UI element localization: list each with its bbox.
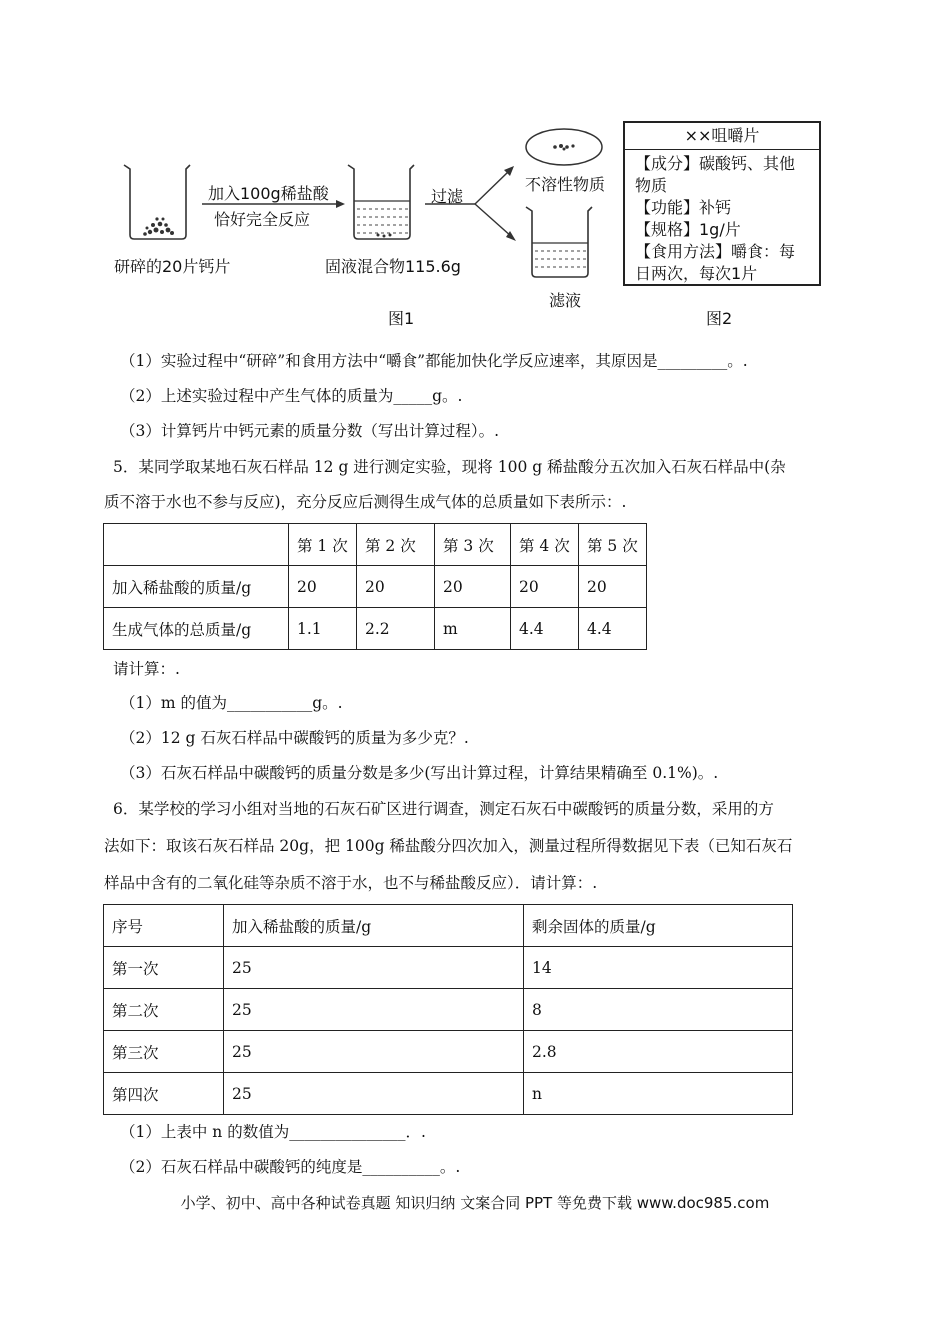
label-add-acid: 加入100g稀盐酸 [208,184,329,203]
table-cell: 20 [357,566,435,608]
table-row [104,566,647,608]
card-line: 【规格】1g/片 [635,220,741,239]
table-row [104,947,793,989]
table-cell: 第 5 次 [579,524,647,566]
table-cell: 25 [224,947,524,989]
figure-2-caption: 图2 [706,309,733,328]
label-mixture: 固液混合物115.6g [325,257,461,276]
card-divider [625,149,819,150]
table-cell: 25 [224,989,524,1031]
q5-stem-line-2: 质不溶于水也不参与反应)，充分反应后测得生成气体的总质量如下表所示：. [104,493,627,511]
table-cell: 加入稀盐酸的质量/g [104,566,289,608]
table-cell: 生成气体的总质量/g [104,608,289,650]
q6-part-2: （2）石灰石样品中碳酸钙的纯度是__________。. [120,1158,461,1176]
product-label-card [623,121,821,286]
beaker-mixture [348,165,414,239]
table-row [104,524,647,566]
table-cell: m [435,608,511,650]
table-cell: 8 [524,989,793,1031]
table-cell: 4.4 [579,608,647,650]
label-filtrate: 滤液 [549,291,582,310]
table-cell: 第三次 [104,1031,224,1073]
label-complete-reaction: 恰好完全反应 [214,210,311,229]
table-cell: 第二次 [104,989,224,1031]
table-cell: 2.8 [524,1031,793,1073]
table-cell: 20 [579,566,647,608]
table-cell: 第 3 次 [435,524,511,566]
q6-stem-line-3: 样品中含有的二氧化硅等杂质不溶于水，也不与稀盐酸反应）．请计算：. [104,874,598,892]
beaker-filtrate [526,207,592,277]
q5-part-1: （1）m 的值为___________g。. [120,694,343,712]
table-cell: 第 1 次 [289,524,357,566]
table-cell: 剩余固体的质量/g [524,905,793,947]
table-cell: 20 [511,566,579,608]
table-row [104,905,793,947]
q6-stem-line-1: 6．某学校的学习小组对当地的石灰石矿区进行调查，测定石灰石中碳酸钙的质量分数，采用的方 [113,800,774,818]
table-cell: 加入稀盐酸的质量/g [224,905,524,947]
table-cell: n [524,1073,793,1115]
card-line: 【成分】碳酸钙、其他 [635,154,796,173]
table-cell: 20 [435,566,511,608]
table-row [104,1031,793,1073]
card-line: 日两次，每次1片 [635,264,758,283]
card-line: 【食用方法】嚼食：每 [635,242,796,261]
card-line: 【功能】补钙 [635,198,732,217]
q5-table [103,523,647,650]
q4-part-3: （3）计算钙片中钙元素的质量分数（写出计算过程）。. [120,422,500,440]
card-body [635,153,813,285]
beaker-crushed-tablets [124,165,190,239]
q6-part-1: （1）上表中 n 的数值为_______________．. [120,1123,426,1141]
table-cell: 第四次 [104,1073,224,1115]
table-cell: 2.2 [357,608,435,650]
page-footer: 小学、初中、高中各种试卷真题 知识归纳 文案合同 PPT 等免费下载 www.doc985.com [180,1194,770,1212]
table-cell: 14 [524,947,793,989]
table-cell: 第一次 [104,947,224,989]
table-cell: 25 [224,1031,524,1073]
card-line: 物质 [635,176,668,195]
table-cell [104,524,289,566]
q5-ask: 请计算：. [113,660,180,678]
q4-part-2: （2）上述实验过程中产生气体的质量为_____g。. [120,387,463,405]
card-title: ××咀嚼片 [684,126,760,145]
q5-part-3: （3）石灰石样品中碳酸钙的质量分数是多少(写出计算过程，计算结果精确至 0.1%)。. [120,764,719,782]
table-row [104,1073,793,1115]
q5-part-2: （2）12 g 石灰石样品中碳酸钙的质量为多少克？. [120,729,469,747]
table-row [104,608,647,650]
table-cell: 25 [224,1073,524,1115]
figure-1-caption: 图1 [388,309,415,328]
table-cell: 第 2 次 [357,524,435,566]
table-cell: 第 4 次 [511,524,579,566]
q6-stem-line-2: 法如下：取该石灰石样品 20g，把 100g 稀盐酸分四次加入，测量过程所得数据见下表（已知石灰石 [104,837,793,855]
table-row [104,989,793,1031]
q6-table [103,904,793,1115]
table-cell: 序号 [104,905,224,947]
dish-insoluble [526,129,602,165]
label-insoluble: 不溶性物质 [525,175,606,194]
figure-1-diagram [100,115,620,330]
q5-stem-line-1: 5．某同学取某地石灰石样品 12 g 进行测定实验，现将 100 g 稀盐酸分五次加入石灰石样品中(杂 [113,458,786,476]
table-cell: 1.1 [289,608,357,650]
label-crushed-tablets: 研碎的20片钙片 [114,257,231,276]
table-cell: 20 [289,566,357,608]
label-filter: 过滤 [431,187,464,206]
table-cell: 4.4 [511,608,579,650]
q4-part-1: （1）实验过程中“研碎”和食用方法中“嚼食”都能加快化学反应速率，其原因是_________。. [120,352,748,370]
